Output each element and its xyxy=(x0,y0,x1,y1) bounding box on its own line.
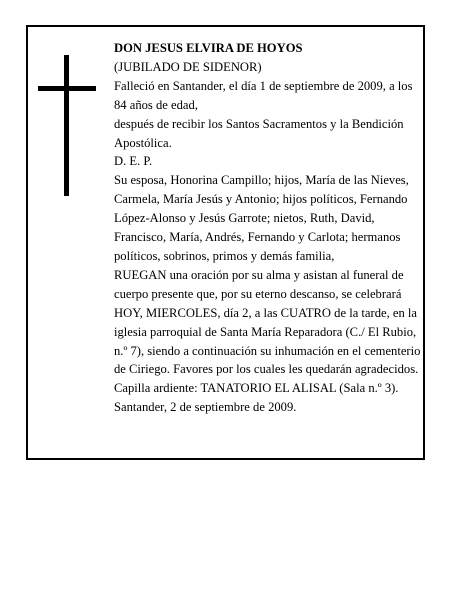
dep-line: D. E. P. xyxy=(114,154,153,169)
cross-icon xyxy=(38,55,96,196)
obituary-text xyxy=(114,39,424,417)
family-paragraph: Su esposa, Honorina Campillo; hijos, María de las Nieves, Carmela, María Jesús y Antonio; hijos políticos, Fernando López-Alonso y Jesús Garrote; nietos, Ruth, David, Francisco, María, Andrés, Fernando y Carlota; hermanos políticos, sobrinos, primos y demás familia, xyxy=(114,173,409,263)
death-statement: Falleció en Santander, el día 1 de septiembre de 2009, a los 84 años de edad, xyxy=(114,78,413,112)
sacraments-statement: después de recibir los Santos Sacramentos y la Bendición Apostólica. xyxy=(114,116,404,150)
cross-vertical-bar xyxy=(64,55,69,196)
deceased-subtitle: (JUBILADO DE SIDENOR) xyxy=(114,59,262,74)
funeral-request-paragraph: RUEGAN una oración por su alma y asistan al funeral de cuerpo presente que, por su eterno descanso, se celebrará HOY, MIERCOLES, día 2, a las CUATRO de la tarde, en la iglesia parroquial de Santa María Reparadora (C./ El Rubio, n.º 7), siendo a continuación su inhumación en el cementerio de Ciriego. Favores por los cuales les quedarán agradecidos. Capilla ardiente: TANATORIO EL ALISAL (Sala n.º 3). xyxy=(114,267,421,396)
deceased-name: DON JESUS ELVIRA DE HOYOS xyxy=(114,41,303,55)
cross-horizontal-bar xyxy=(38,86,96,91)
place-date-line: Santander, 2 de septiembre de 2009. xyxy=(114,400,297,415)
